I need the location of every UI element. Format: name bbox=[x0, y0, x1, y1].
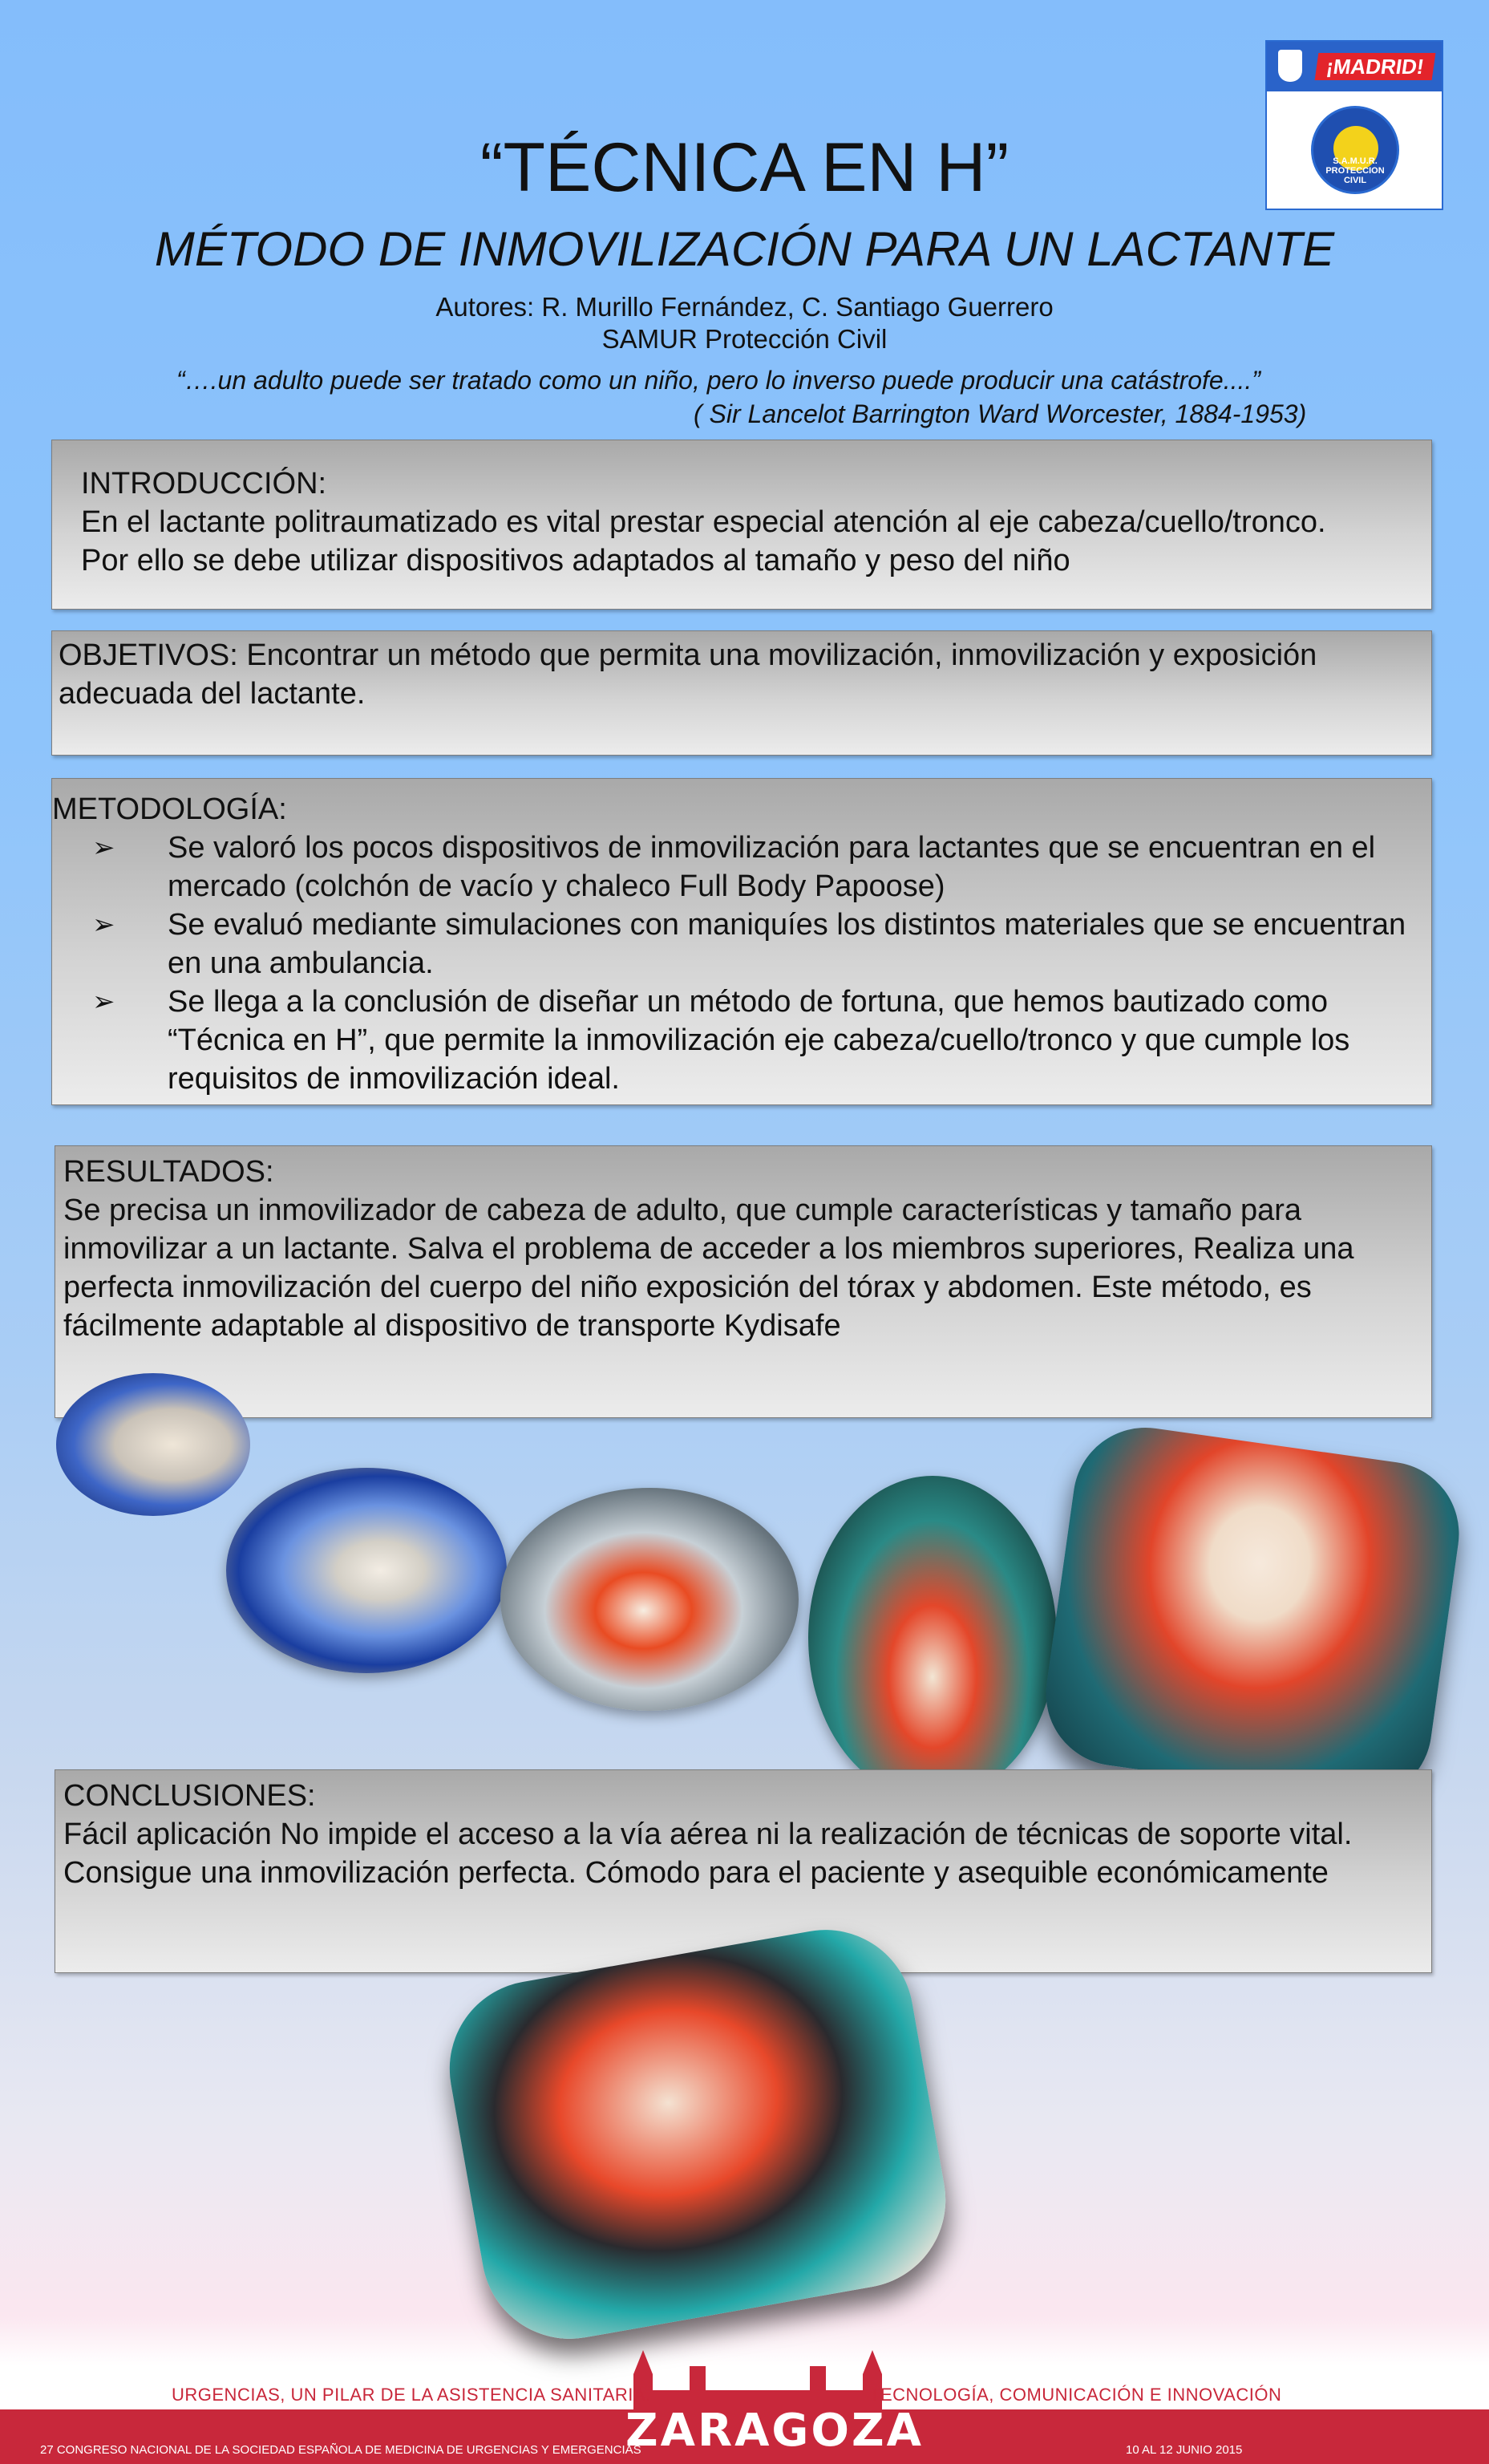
photo-infant-manikin-2 bbox=[226, 1468, 507, 1673]
metodologia-heading: METODOLOGÍA: bbox=[52, 792, 287, 826]
footer-slogan-left: URGENCIAS, UN PILAR DE LA ASISTENCIA SANITARIA. bbox=[172, 2385, 651, 2405]
metodologia-box bbox=[51, 778, 1432, 1105]
introduccion-box bbox=[51, 440, 1432, 610]
samur-emblem-text: S.A.M.U.R. PROTECCION CIVIL bbox=[1325, 156, 1385, 185]
resultados-box bbox=[55, 1145, 1432, 1418]
photo-infant-manikin-4 bbox=[808, 1476, 1057, 1800]
introduccion-line-2: Por ello se debe utilizar dispositivos adaptados al tamaño y peso del niño bbox=[81, 544, 1070, 578]
city-shield-icon bbox=[1278, 50, 1302, 82]
resultados-text: Se precisa un inmovilizador de cabeza de adulto, que cumple características y tamaño para inmovilizar a un lactante. Salva el problema de acceder a los miembros superiores, Realiza una perfecta inmovilización del cuerpo del niño exposición del tórax y abdomen. Este método, es fácilmente adaptable al dispositivo de transporte Kydisafe bbox=[63, 1194, 1354, 1343]
resultados-heading: RESULTADOS: bbox=[63, 1155, 274, 1189]
photo-infant-manikin-3 bbox=[500, 1488, 799, 1711]
quote-citation: ( Sir Lancelot Barrington Ward Worcester, 1884-1953) bbox=[694, 399, 1307, 428]
conclusiones-heading: CONCLUSIONES: bbox=[63, 1779, 316, 1813]
authors: Autores: R. Murillo Fernández, C. Santiago Guerrero bbox=[435, 292, 1054, 322]
cathedral-silhouette-icon bbox=[625, 2342, 890, 2414]
metodologia-item-text: Se llega a la conclusión de diseñar un método de fortuna, que hemos bautizado como “Técnica en H”, que permite la inmovilización eje cabeza/cuello/tronco y que cumple los requisitos de inmovilización ideal. bbox=[168, 985, 1350, 1096]
quote: “….un adulto puede ser tratado como un niño, pero lo inverso puede producir una catástrofe....” bbox=[176, 366, 1260, 395]
list-item bbox=[52, 983, 1431, 1098]
list-item bbox=[52, 906, 1431, 983]
conclusiones-text: Fácil aplicación No impide el acceso a la vía aérea ni la realización de técnicas de soporte vital. Consigue una inmovilización perfecta. Cómodo para el paciente y asequible económicamente bbox=[63, 1818, 1353, 1890]
list-item bbox=[52, 829, 1431, 906]
metodologia-item-text: Se evaluó mediante simulaciones con maniquíes los distintos materiales que se encuentran en una ambulancia. bbox=[168, 908, 1406, 980]
arrow-bullet-icon: ➢ bbox=[92, 987, 115, 1017]
metodologia-item-text: Se valoró los pocos dispositivos de inmovilización para lactantes que se encuentran en el mercado (colchón de vacío y chaleco Full Body Papoose) bbox=[168, 831, 1376, 903]
footer-city: ZARAGOZA bbox=[625, 2405, 924, 2457]
footer-dates: 10 AL 12 JUNIO 2015 bbox=[1126, 2443, 1243, 2457]
objetivos-text: OBJETIVOS: Encontrar un método que permita una movilización, inmovilización y exposición adecuada del lactante. bbox=[59, 638, 1317, 711]
footer-congress: 27 CONGRESO NACIONAL DE LA SOCIEDAD ESPAÑOLA DE MEDICINA DE URGENCIAS Y EMERGENCIAS bbox=[40, 2443, 641, 2457]
poster-title: “TÉCNICA EN H” bbox=[479, 129, 1010, 206]
metodologia-list bbox=[52, 829, 1431, 1098]
madrid-label: ¡MADRID! bbox=[1315, 53, 1436, 80]
organization: SAMUR Protección Civil bbox=[601, 324, 888, 354]
introduccion-heading: INTRODUCCIÓN: bbox=[81, 467, 327, 500]
arrow-bullet-icon: ➢ bbox=[92, 910, 115, 940]
madrid-banner bbox=[1267, 42, 1442, 91]
introduccion-line-1: En el lactante politraumatizado es vital prestar especial atención al eje cabeza/cuello/tronco. bbox=[81, 505, 1326, 539]
photo-infant-manikin-5 bbox=[1037, 1418, 1468, 1809]
footer-slogan-right: TECNOLOGÍA, COMUNICACIÓN E INNOVACIÓN bbox=[869, 2385, 1282, 2405]
arrow-bullet-icon: ➢ bbox=[92, 833, 115, 863]
photo-infant-manikin-6 bbox=[435, 1916, 959, 2353]
photo-infant-manikin-1 bbox=[56, 1373, 250, 1516]
poster-subtitle: MÉTODO DE INMOVILIZACIÓN PARA UN LACTANTE bbox=[154, 222, 1335, 276]
objetivos-box bbox=[51, 630, 1432, 756]
